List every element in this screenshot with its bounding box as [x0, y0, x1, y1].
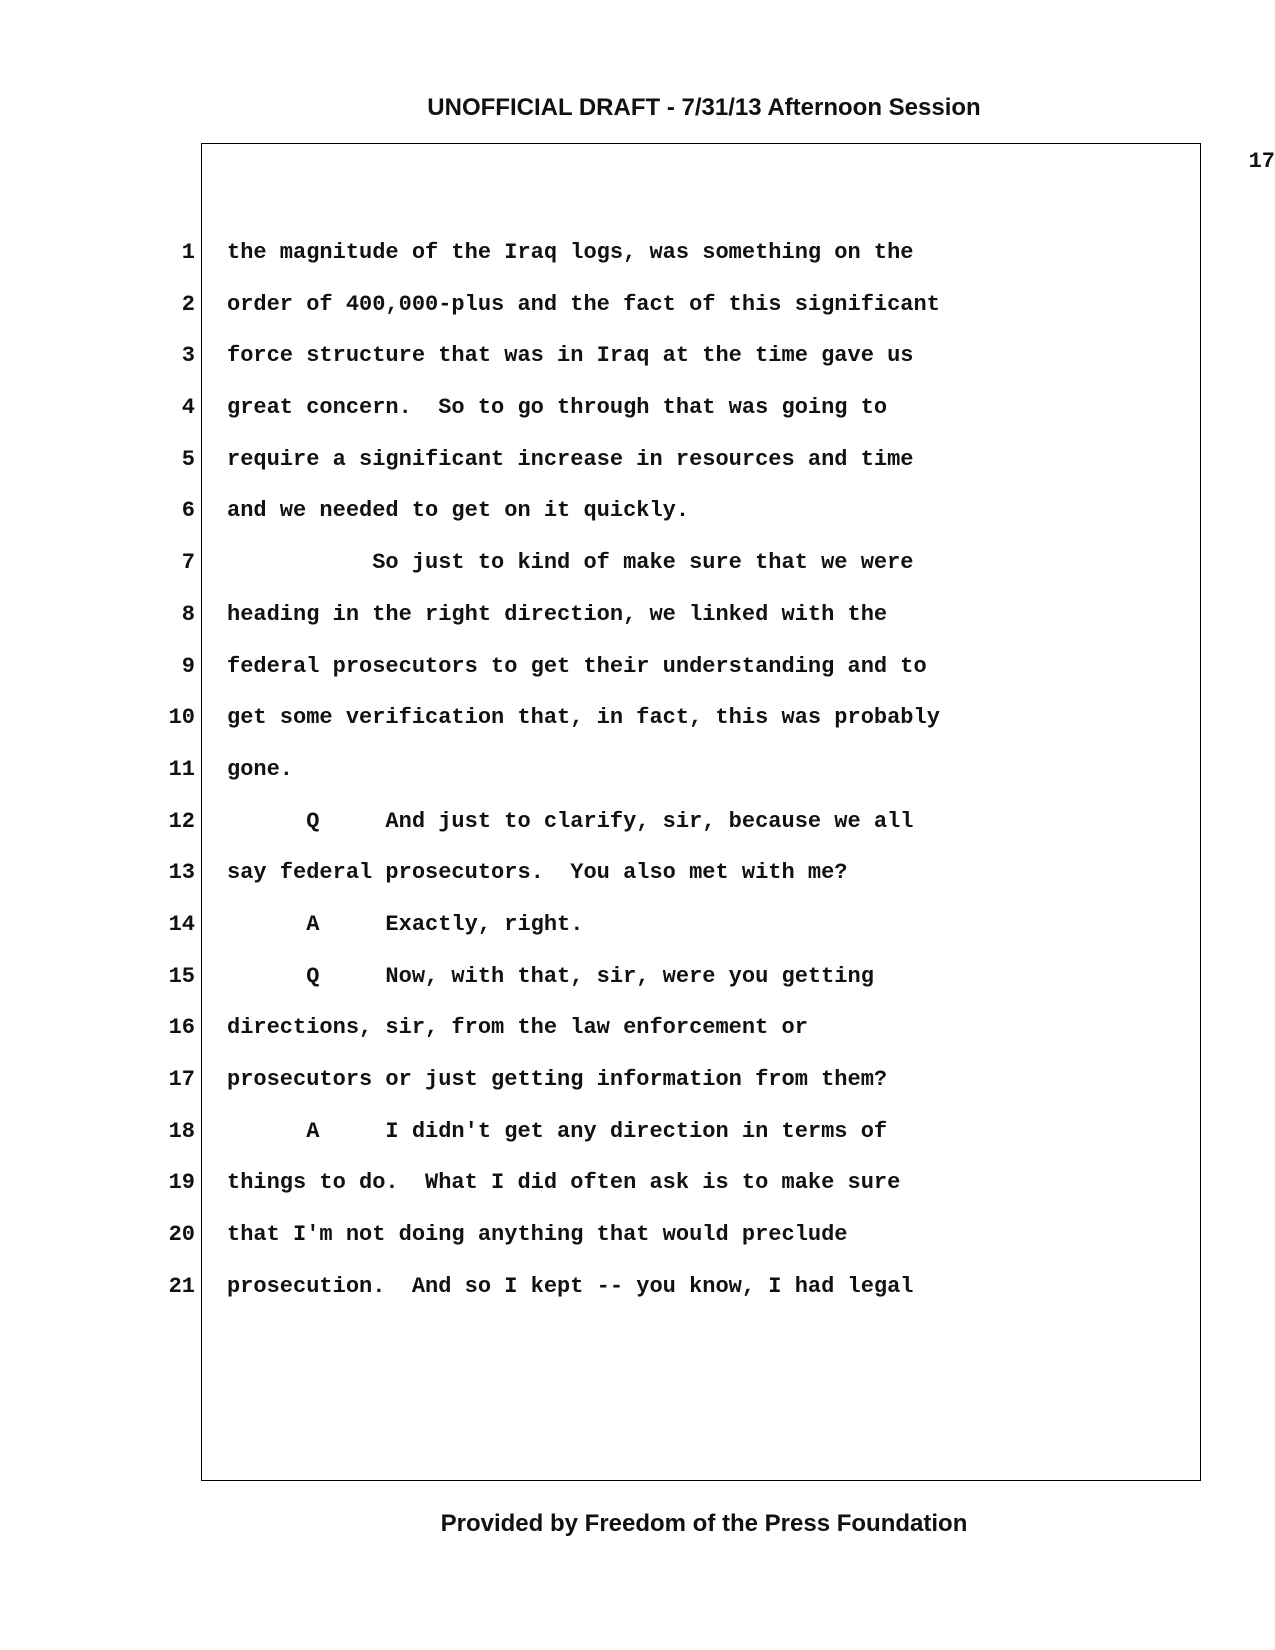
transcript-line [0, 388, 1275, 440]
line-text: prosecutors or just getting information from them? [227, 1067, 888, 1092]
transcript-line [0, 905, 1275, 957]
line-number: 21 [168, 1273, 195, 1299]
transcript-line [0, 750, 1275, 802]
line-number: 18 [168, 1118, 195, 1144]
line-text: federal prosecutors to get their understanding and to [227, 653, 927, 679]
line-text: A Exactly, right. [227, 911, 584, 937]
line-text: get some verification that, in fact, this was probably [227, 705, 940, 731]
transcript-line [0, 957, 1275, 1009]
line-text: A I didn't get any direction in terms of [227, 1118, 888, 1144]
transcript-line [0, 336, 1275, 388]
line-number: 13 [168, 860, 195, 886]
line-text: So just to kind of make sure that we were [227, 550, 914, 576]
line-number: 2 [181, 291, 195, 317]
transcript-line [0, 491, 1275, 543]
line-text: and we needed to get on it quickly. [227, 498, 690, 524]
transcript-line [0, 1060, 1275, 1112]
document-header: UNOFFICIAL DRAFT - 7/31/13 Afternoon Session [427, 94, 981, 121]
document-footer: Provided by Freedom of the Press Foundation [440, 1510, 968, 1537]
line-number: 12 [168, 808, 195, 834]
line-text: heading in the right direction, we linked with the [227, 601, 888, 627]
transcript-line [0, 1112, 1275, 1164]
line-number: 19 [168, 1170, 195, 1196]
page-number: 17 [1248, 149, 1275, 174]
transcript-line [0, 1215, 1275, 1267]
transcript-line [0, 440, 1275, 492]
line-text: great concern. So to go through that was going to [227, 395, 888, 421]
line-number: 5 [181, 446, 195, 472]
line-number: 16 [168, 1015, 195, 1041]
transcript-line [0, 802, 1275, 854]
transcript-lines [0, 233, 1275, 1318]
transcript-line [0, 233, 1275, 285]
transcript-line [0, 595, 1275, 647]
line-number: 3 [181, 343, 195, 369]
line-number: 14 [168, 911, 195, 937]
line-text: require a significant increase in resources and time [227, 446, 914, 472]
line-text: Q Now, with that, sir, were you getting [227, 963, 874, 989]
line-number: 15 [168, 963, 195, 989]
line-text: gone. [227, 756, 294, 782]
line-text: prosecution. And so I kept -- you know, I had legal [227, 1273, 914, 1299]
line-text: the magnitude of the Iraq logs, was something on the [227, 240, 914, 265]
line-number: 17 [168, 1067, 195, 1092]
line-text: Q And just to clarify, sir, because we all [227, 808, 914, 834]
line-number: 6 [181, 498, 195, 524]
line-text: directions, sir, from the law enforcement or [227, 1015, 808, 1041]
transcript-line [0, 285, 1275, 337]
line-number: 1 [181, 240, 195, 265]
transcript-line [0, 1008, 1275, 1060]
line-number: 20 [168, 1222, 195, 1248]
line-number: 10 [168, 705, 195, 731]
line-text: order of 400,000-plus and the fact of this significant [227, 291, 940, 317]
transcript-line [0, 543, 1275, 595]
line-text: things to do. What I did often ask is to make sure [227, 1170, 901, 1196]
line-number: 11 [168, 756, 195, 782]
transcript-line [0, 698, 1275, 750]
line-text: say federal prosecutors. You also met with me? [227, 860, 848, 886]
line-text: force structure that was in Iraq at the time gave us [227, 343, 914, 369]
transcript-line [0, 853, 1275, 905]
line-number: 7 [181, 550, 195, 576]
transcript-line [0, 647, 1275, 699]
transcript-line [0, 1267, 1275, 1319]
line-number: 9 [181, 653, 195, 679]
line-text: that I'm not doing anything that would preclude [227, 1222, 848, 1248]
line-number: 8 [181, 601, 195, 627]
line-number: 4 [181, 395, 195, 421]
transcript-line [0, 1163, 1275, 1215]
